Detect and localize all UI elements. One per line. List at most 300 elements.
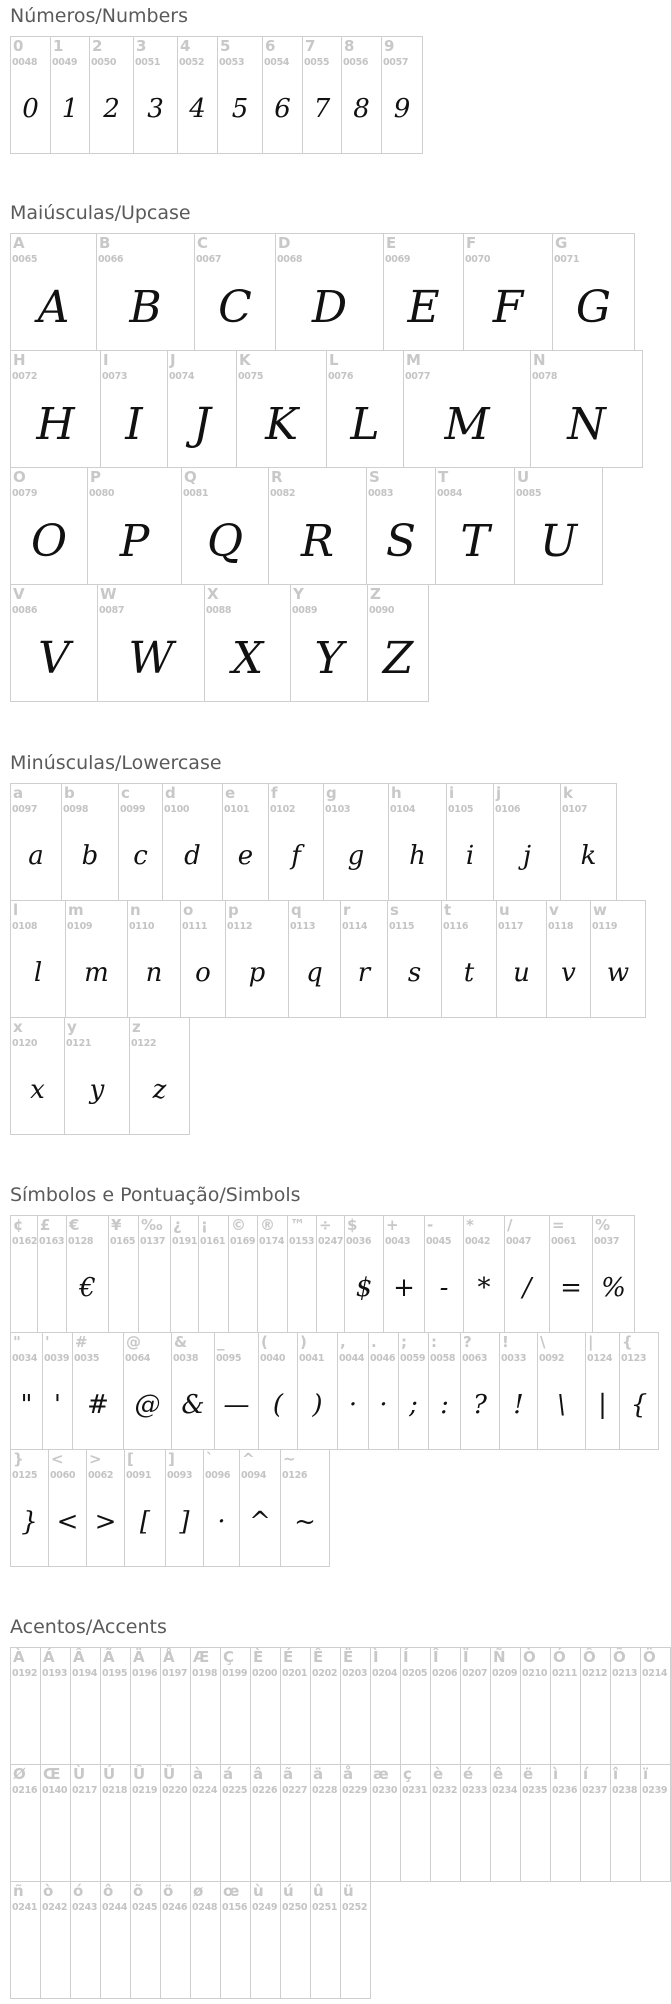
char-label: 8 (344, 37, 355, 55)
char-label: ¢ (13, 1216, 24, 1234)
char-code: 0047 (506, 1236, 532, 1247)
glyph-preview: x (30, 1075, 45, 1105)
char-label: u (499, 901, 510, 919)
glyph-preview: s (407, 958, 422, 988)
char-label: J (170, 351, 176, 369)
char-label: è (433, 1765, 444, 1783)
glyph-cell (160, 1647, 191, 1765)
char-label: + (386, 1216, 399, 1234)
glyph-cell (96, 233, 195, 351)
glyph-preview: · (379, 1390, 388, 1420)
char-label: Ì (373, 1648, 379, 1666)
char-label: © (231, 1216, 246, 1234)
glyph-cell (514, 467, 603, 585)
char-label: ñ (13, 1882, 24, 1900)
char-label: m (68, 901, 84, 919)
glyph-cell (217, 36, 263, 154)
char-code: 0227 (282, 1785, 308, 1796)
glyph-preview: 3 (147, 94, 164, 124)
glyph-preview: u (513, 958, 530, 988)
glyph-cell (580, 1764, 611, 1882)
char-label: Ä (133, 1648, 145, 1666)
char-code: 0101 (224, 804, 250, 815)
char-label: v (549, 901, 559, 919)
char-code: 0230 (372, 1785, 398, 1796)
glyph-cell (424, 1215, 464, 1333)
glyph-preview: V (38, 633, 70, 684)
glyph-cell (124, 1449, 166, 1567)
glyph-cell (383, 233, 464, 351)
char-code: 0040 (260, 1353, 286, 1364)
char-code: 0191 (172, 1236, 198, 1247)
glyph-preview: — (223, 1390, 250, 1420)
char-code: 0216 (12, 1785, 38, 1796)
glyph-cell (203, 1449, 240, 1567)
glyph-cell (108, 1215, 139, 1333)
char-label: æ (373, 1765, 389, 1783)
glyph-preview: b (81, 841, 99, 871)
char-code: 0137 (140, 1236, 166, 1247)
char-label: ¿ (173, 1216, 182, 1234)
section-lowercase (10, 752, 645, 1134)
glyph-cell (190, 1647, 221, 1765)
glyph-cell (100, 1764, 131, 1882)
glyph-cell (258, 1332, 298, 1450)
char-code: 0231 (402, 1785, 428, 1796)
glyph-cell (337, 1332, 369, 1450)
glyph-cell (550, 1764, 581, 1882)
glyph-cell (65, 900, 128, 1018)
char-code: 0247 (318, 1236, 344, 1247)
glyph-cell (288, 900, 341, 1018)
glyph-cell (160, 1764, 191, 1882)
char-code: 0156 (222, 1902, 248, 1913)
char-code: 0195 (102, 1668, 128, 1679)
char-code: 0204 (372, 1668, 398, 1679)
glyph-row (10, 1449, 658, 1566)
glyph-cell (520, 1764, 551, 1882)
char-label: > (89, 1450, 102, 1468)
glyph-preview: f (291, 841, 301, 871)
glyph-row (10, 36, 422, 153)
char-label: õ (133, 1882, 144, 1900)
char-label: y (67, 1018, 77, 1036)
glyph-cell (72, 1332, 124, 1450)
char-code: 0243 (72, 1902, 98, 1913)
char-code: 0050 (91, 57, 117, 68)
char-code: 0121 (66, 1038, 92, 1049)
char-code: 0094 (241, 1470, 267, 1481)
glyph-cell (446, 783, 494, 901)
char-code: 0088 (206, 605, 232, 616)
char-label: Ê (313, 1648, 324, 1666)
char-label: M (406, 351, 421, 369)
glyph-preview: ^ (249, 1507, 271, 1537)
section-title: Símbolos e Pontuação/Simbols (10, 1184, 301, 1206)
section-numbers (10, 5, 422, 153)
glyph-cell (499, 1332, 538, 1450)
char-code: 0043 (385, 1236, 411, 1247)
char-label: F (466, 234, 477, 252)
glyph-cell (42, 1332, 73, 1450)
glyph-cell (10, 584, 98, 702)
char-label: ) (300, 1333, 307, 1351)
glyph-preview: t (463, 958, 475, 988)
glyph-cell (64, 1017, 130, 1135)
char-label: Q (184, 468, 197, 486)
char-label: ó (73, 1882, 84, 1900)
char-code: 0087 (99, 605, 125, 616)
char-code: 0246 (162, 1902, 188, 1913)
char-code: 0193 (42, 1668, 68, 1679)
char-label: ô (103, 1882, 114, 1900)
char-code: 0248 (192, 1902, 218, 1913)
char-label: * (466, 1216, 474, 1234)
char-code: 0069 (385, 254, 411, 265)
char-label: ] (168, 1450, 175, 1468)
glyph-preview: = (560, 1273, 582, 1303)
char-label: 7 (305, 37, 316, 55)
glyph-cell (61, 783, 119, 901)
char-label: h (391, 784, 402, 802)
glyph-cell (70, 1764, 101, 1882)
glyph-preview: { (630, 1390, 648, 1420)
char-code: 0063 (462, 1353, 488, 1364)
glyph-cell (162, 783, 223, 901)
glyph-cell (552, 233, 635, 351)
glyph-cell (640, 1647, 671, 1765)
char-label: Ü (163, 1765, 176, 1783)
char-code: 0057 (383, 57, 409, 68)
glyph-cell (340, 1881, 371, 1999)
char-label: ™ (290, 1216, 305, 1234)
glyph-cell (280, 1764, 311, 1882)
char-label: % (595, 1216, 611, 1234)
char-code: 0103 (325, 804, 351, 815)
char-code: 0035 (74, 1353, 100, 1364)
char-label: ç (403, 1765, 412, 1783)
glyph-preview: & (181, 1390, 205, 1420)
char-label: É (283, 1648, 294, 1666)
char-code: 0115 (389, 921, 415, 932)
glyph-preview: Y (314, 633, 344, 684)
char-label: Æ (193, 1648, 210, 1666)
char-label: ÷ (319, 1216, 332, 1234)
char-label: î (613, 1765, 619, 1783)
glyph-cell (87, 467, 182, 585)
char-code: 0153 (289, 1236, 315, 1247)
glyph-cell (463, 233, 553, 351)
glyph-cell (257, 1215, 288, 1333)
glyph-preview: I (125, 399, 143, 450)
glyph-cell (275, 233, 384, 351)
char-code: 0109 (67, 921, 93, 932)
char-code: 0224 (192, 1785, 218, 1796)
glyph-cell (367, 584, 429, 702)
glyph-row (10, 900, 645, 1017)
char-label: n (130, 901, 141, 919)
glyph-cell (368, 1332, 399, 1450)
glyph-preview: L (350, 399, 380, 450)
glyph-cell (50, 36, 90, 154)
char-label: ® (260, 1216, 275, 1234)
char-label: : (431, 1333, 437, 1351)
char-label: À (13, 1648, 25, 1666)
glyph-cell (268, 467, 367, 585)
char-label: ¥ (111, 1216, 122, 1234)
char-label: ; (401, 1333, 407, 1351)
char-code: 0075 (238, 371, 264, 382)
char-code: 0174 (259, 1236, 285, 1247)
char-code: 0219 (132, 1785, 158, 1796)
char-code: 0212 (582, 1668, 608, 1679)
char-code: 0119 (592, 921, 618, 932)
char-code: 0192 (12, 1668, 38, 1679)
char-code: 0206 (432, 1668, 458, 1679)
char-code: 0074 (169, 371, 195, 382)
glyph-cell (490, 1647, 521, 1765)
glyph-cell (220, 1647, 251, 1765)
glyph-cell (130, 1764, 161, 1882)
char-label: ' (45, 1333, 50, 1351)
glyph-preview: p (248, 958, 266, 988)
glyph-cell (388, 783, 447, 901)
section-title: Acentos/Accents (10, 1616, 167, 1638)
char-code: 0126 (282, 1470, 308, 1481)
glyph-preview: M (444, 399, 490, 450)
char-code: 0226 (252, 1785, 278, 1796)
glyph-cell (10, 1881, 41, 1999)
char-label: í (583, 1765, 589, 1783)
glyph-preview: U (539, 516, 578, 567)
glyph-preview: ? (473, 1390, 487, 1420)
glyph-cell (530, 350, 643, 468)
glyph-cell (326, 350, 404, 468)
glyph-cell (40, 1647, 71, 1765)
char-label: , (340, 1333, 346, 1351)
char-code: 0054 (264, 57, 290, 68)
char-code: 0048 (12, 57, 38, 68)
glyph-preview: 0 (22, 94, 39, 124)
glyph-cell (592, 1215, 635, 1333)
char-label: \ (540, 1333, 546, 1351)
glyph-cell (590, 900, 646, 1018)
glyph-preview: 1 (61, 94, 79, 124)
char-code: 0235 (522, 1785, 548, 1796)
char-code: 0249 (252, 1902, 278, 1913)
char-label: i (449, 784, 455, 802)
char-code: 0052 (179, 57, 205, 68)
glyph-cell (10, 900, 66, 1018)
glyph-row (10, 1881, 670, 1998)
char-code: 0080 (89, 488, 115, 499)
glyph-cell (490, 1764, 521, 1882)
glyph-cell (228, 1215, 258, 1333)
glyph-preview: r (357, 958, 371, 988)
char-code: 0210 (522, 1668, 548, 1679)
glyph-cell (460, 1647, 491, 1765)
char-code: 0066 (98, 254, 124, 265)
char-label: U (517, 468, 530, 486)
char-label: Ù (73, 1765, 86, 1783)
char-label: R (271, 468, 283, 486)
char-code: 0169 (230, 1236, 256, 1247)
glyph-cell (118, 783, 163, 901)
char-code: 0236 (552, 1785, 578, 1796)
char-code: 0217 (72, 1785, 98, 1796)
char-code: 0065 (12, 254, 38, 265)
char-code: 0100 (164, 804, 190, 815)
char-label: ø (193, 1882, 204, 1900)
char-code: 0105 (448, 804, 474, 815)
glyph-cell (239, 1449, 281, 1567)
char-code: 0218 (102, 1785, 128, 1796)
char-label: ‰ (141, 1216, 163, 1234)
glyph-cell (435, 467, 515, 585)
char-code: 0045 (426, 1236, 452, 1247)
char-label: Í (403, 1648, 409, 1666)
glyph-cell (290, 584, 368, 702)
glyph-cell (10, 1017, 65, 1135)
char-code: 0106 (495, 804, 521, 815)
glyph-cell (430, 1647, 461, 1765)
char-label: t (444, 901, 452, 919)
glyph-preview: o (195, 958, 211, 988)
glyph-preview: € (79, 1273, 96, 1303)
glyph-preview: i (465, 841, 475, 871)
glyph-cell (493, 783, 561, 901)
char-label: ä (313, 1765, 324, 1783)
char-label: l (13, 901, 19, 919)
char-label: e (225, 784, 236, 802)
glyph-cell (366, 467, 436, 585)
char-label: ? (463, 1333, 472, 1351)
char-label: g (326, 784, 337, 802)
char-code: 0229 (342, 1785, 368, 1796)
char-code: 0073 (102, 371, 128, 382)
char-label: ú (283, 1882, 294, 1900)
glyph-row (10, 233, 642, 350)
char-label: Ë (343, 1648, 354, 1666)
glyph-cell (400, 1764, 431, 1882)
glyph-preview: W (128, 633, 174, 684)
char-code: 0207 (462, 1668, 488, 1679)
char-code: 0238 (612, 1785, 638, 1796)
glyph-cell (214, 1332, 259, 1450)
char-label: Å (163, 1648, 175, 1666)
glyph-preview: m (84, 958, 109, 988)
char-code: 0163 (39, 1236, 65, 1247)
char-code: 0196 (132, 1668, 158, 1679)
glyph-preview: k (580, 841, 597, 871)
glyph-cell (100, 1881, 131, 1999)
glyph-cell (40, 1881, 71, 1999)
glyph-row (10, 1647, 670, 1764)
char-code: 0083 (368, 488, 394, 499)
glyph-preview: X (231, 633, 264, 684)
glyph-preview: P (119, 516, 150, 567)
char-code: 0067 (196, 254, 222, 265)
char-label: å (343, 1765, 354, 1783)
glyph-cell (10, 467, 88, 585)
char-code: 0096 (205, 1470, 231, 1481)
glyph-cell (463, 1215, 505, 1333)
char-label: d (165, 784, 176, 802)
glyph-cell (190, 1881, 221, 1999)
glyph-cell (225, 900, 289, 1018)
char-code: 0079 (12, 488, 38, 499)
char-label: N (533, 351, 546, 369)
char-code: 0161 (200, 1236, 226, 1247)
char-label: 3 (136, 37, 147, 55)
char-code: 0076 (328, 371, 354, 382)
char-label: û (313, 1882, 324, 1900)
char-label: 6 (265, 37, 276, 55)
char-code: 0053 (219, 57, 245, 68)
char-code: 0049 (52, 57, 78, 68)
char-code: 0042 (465, 1236, 491, 1247)
char-code: 0237 (582, 1785, 608, 1796)
char-code: 0085 (516, 488, 542, 499)
glyph-preview: l (33, 958, 43, 988)
glyph-preview: G (575, 282, 612, 333)
char-label: á (223, 1765, 234, 1783)
glyph-cell (40, 1764, 71, 1882)
char-code: 0093 (167, 1470, 193, 1481)
glyph-preview: T (460, 516, 490, 567)
glyph-preview: @ (134, 1390, 161, 1420)
char-code: 0245 (132, 1902, 158, 1913)
glyph-cell (190, 1764, 221, 1882)
glyph-preview: % (601, 1273, 626, 1303)
glyph-preview: S (385, 516, 417, 567)
glyph-preview: g (347, 841, 365, 871)
char-label: B (99, 234, 111, 252)
char-label: ù (253, 1882, 264, 1900)
char-code: 0095 (216, 1353, 242, 1364)
char-label: s (390, 901, 399, 919)
char-code: 0068 (277, 254, 303, 265)
char-label: Á (43, 1648, 55, 1666)
char-code: 0197 (162, 1668, 188, 1679)
char-code: 0037 (594, 1236, 620, 1247)
char-code: 0241 (12, 1902, 38, 1913)
glyph-cell (430, 1764, 461, 1882)
char-label: Ï (463, 1648, 469, 1666)
char-code: 0116 (443, 921, 469, 932)
glyph-cell (340, 1647, 371, 1765)
char-code: 0060 (50, 1470, 76, 1481)
char-label: 2 (92, 37, 103, 55)
glyph-cell (280, 1449, 330, 1567)
glyph-preview: y (89, 1075, 105, 1105)
glyph-cell (504, 1215, 550, 1333)
char-label: Ç (223, 1648, 235, 1666)
glyph-preview: 5 (231, 94, 249, 124)
char-label: Ñ (493, 1648, 506, 1666)
char-code: 0198 (192, 1668, 218, 1679)
glyph-preview: · (348, 1390, 358, 1420)
char-label: ¡ (201, 1216, 208, 1234)
glyph-cell (280, 1881, 311, 1999)
glyph-preview: C (218, 282, 252, 333)
char-label: < (51, 1450, 64, 1468)
glyph-cell (100, 350, 168, 468)
glyph-preview: < (56, 1507, 79, 1537)
char-label: c (121, 784, 130, 802)
glyph-cell (619, 1332, 659, 1450)
char-code: 0082 (270, 488, 296, 499)
